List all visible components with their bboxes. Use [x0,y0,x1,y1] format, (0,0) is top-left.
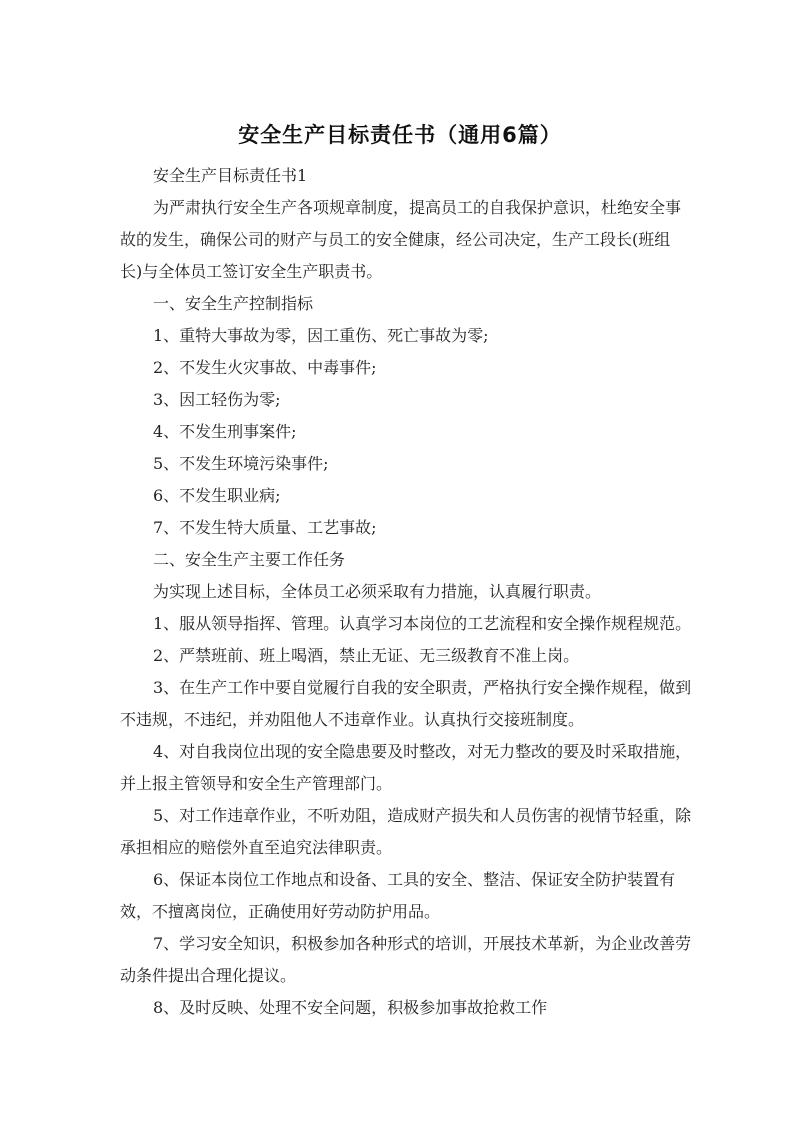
document-body [120,160,692,1024]
list-item: 2、严禁班前、班上喝酒，禁止无证、无三级教育不准上岗。 [153,646,580,665]
intro-paragraph: 为严肃执行安全生产各项规章制度，提高员工的自我保护意识，杜绝安全事故的发生，确保公司的财产与员工的安全健康，经公司决定，生产工段长(班组长)与全体员工签订安全生产职责书。 [120,198,682,281]
list-item: 4、对自我岗位出现的安全隐患要及时整改，对无力整改的要及时采取措施，并上报主管领导和安全生产管理部门。 [120,742,692,793]
body-paragraph: 为实现上述目标，全体员工必须采取有力措施，认真履行职责。 [153,582,602,601]
list-item: 3、因工轻伤为零; [153,390,281,409]
list-item: 7、不发生特大质量、工艺事故; [153,518,377,537]
subsection-heading: 二、安全生产主要工作任务 [153,550,346,569]
list-item: 8、及时反映、处理不安全问题，积极参加事故抢救工作 [153,998,548,1017]
document-title: 安全生产目标责任书（通用6篇） [238,123,562,147]
subsection-heading: 一、安全生产控制指标 [153,294,314,313]
list-item: 2、不发生火灾事故、中毒事件; [153,358,377,377]
list-item: 6、不发生职业病; [153,486,281,505]
section-heading: 安全生产目标责任书1 [153,166,308,185]
list-item: 6、保证本岗位工作地点和设备、工具的安全、整洁、保证安全防护装置有效，不擅离岗位，正确使用好劳动防护用品。 [120,870,676,921]
list-item: 5、不发生环境污染事件; [153,454,329,473]
list-item: 3、在生产工作中要自觉履行自我的安全职责，严格执行安全操作规程，做到不违规，不违纪，并劝阻他人不违章作业。认真执行交接班制度。 [120,678,692,729]
list-item: 1、重特大事故为零，因工重伤、死亡事故为零; [153,326,489,345]
list-item: 4、不发生刑事案件; [153,422,297,441]
list-item: 7、学习安全知识，积极参加各种形式的培训，开展技术革新，为企业改善劳动条件提出合理化提议。 [120,934,692,985]
list-item: 5、对工作违章作业，不听劝阻，造成财产损失和人员伤害的视情节轻重，除承担相应的赔偿外直至追究法律职责。 [120,806,692,857]
list-item: 1、服从领导指挥、管理。认真学习本岗位的工艺流程和安全操作规程规范。 [153,614,692,633]
